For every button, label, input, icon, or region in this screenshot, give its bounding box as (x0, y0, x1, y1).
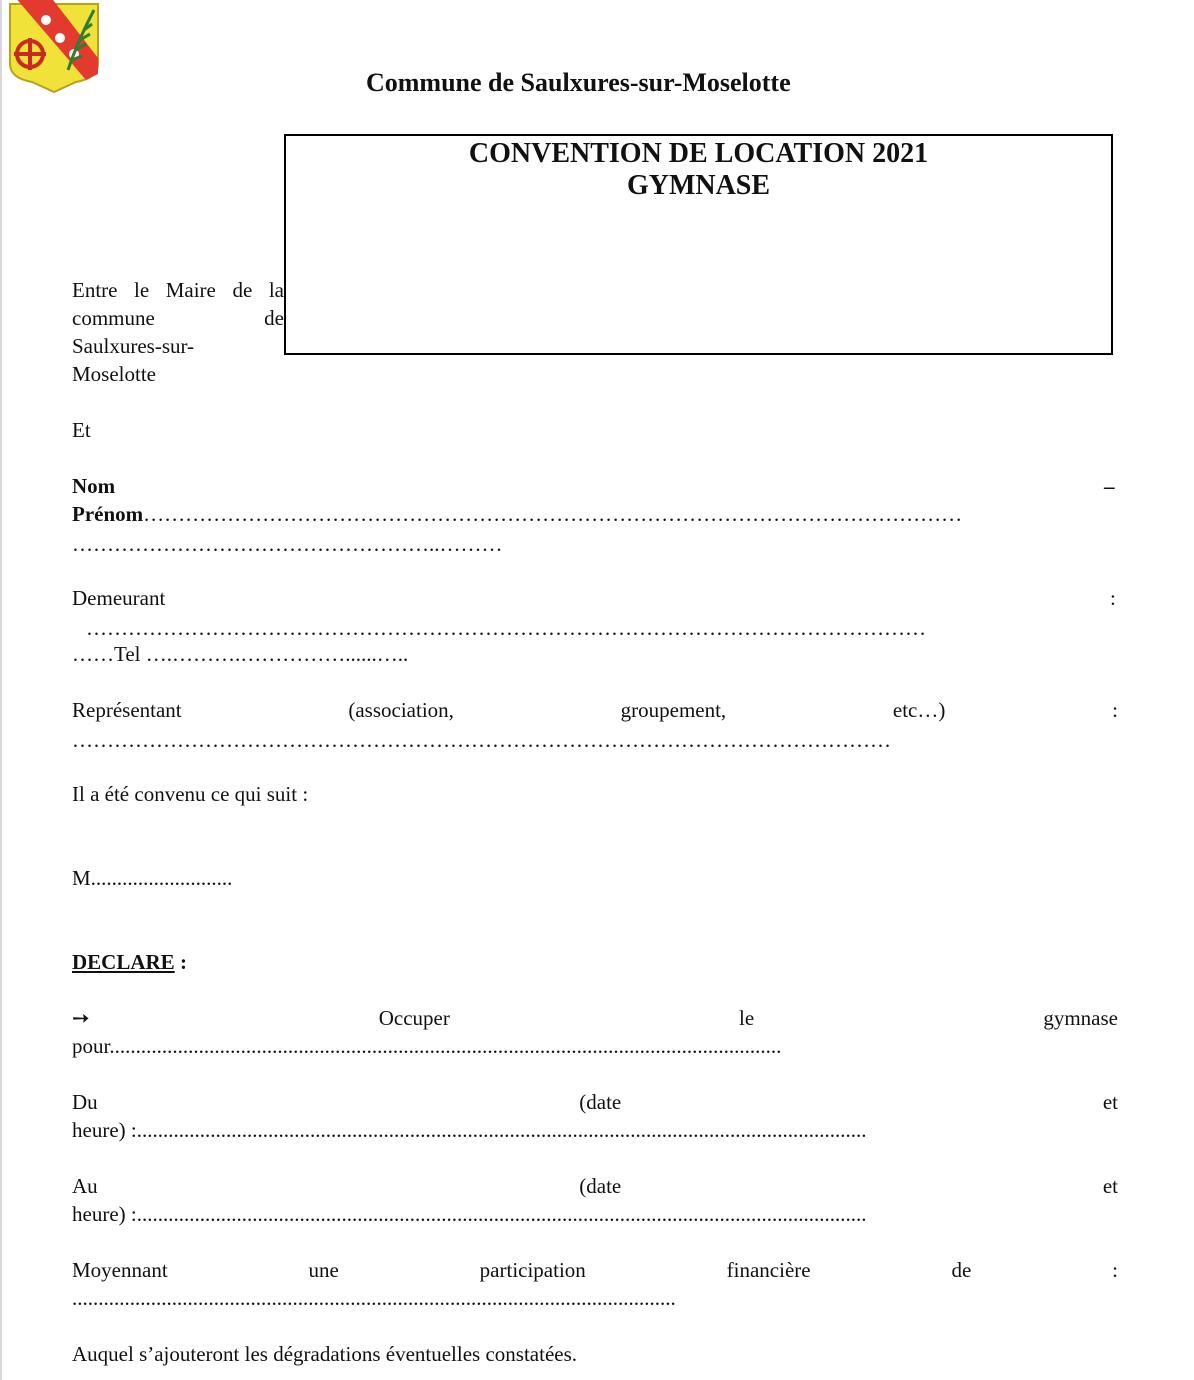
entre-word: la (268, 278, 284, 302)
entre-block (72, 276, 284, 388)
prenom-dots: ……………………………………………………………………………………………………… (143, 502, 963, 526)
occuper-word: Occuper (378, 1006, 450, 1030)
prenom-field[interactable] (72, 500, 962, 528)
entre-word: Maire (165, 278, 216, 302)
page-edge (0, 0, 2, 1380)
occuper-word: gymnase (1043, 1006, 1118, 1030)
prenom-label: Prénom (72, 502, 144, 526)
occuper-row (72, 1004, 1118, 1032)
moyennant-word: : (1112, 1258, 1118, 1282)
moyennant-row (72, 1256, 1118, 1284)
nom-label: Nom (72, 474, 116, 498)
representant-word: (association, (348, 698, 454, 722)
tel-line[interactable]: ……Tel ….……….……………......….. (72, 642, 409, 666)
entre-row (72, 304, 284, 332)
entre-line: Saulxures-sur- (72, 334, 195, 358)
entre-word: commune (72, 306, 155, 330)
arrow-icon: ➙ (72, 1006, 90, 1030)
convention-subtitle: GYMNASE (626, 170, 771, 201)
au-word: et (1102, 1174, 1118, 1198)
au-row (72, 1172, 1118, 1200)
nom-dash: – (1104, 474, 1115, 498)
du-word: (date (579, 1090, 622, 1114)
convenu-text: Il a été convenu ce qui suit : (72, 782, 309, 806)
du-row (72, 1088, 1118, 1116)
et-label: Et (72, 418, 91, 442)
pour-field[interactable]: pour................................................................................................................................ (72, 1034, 782, 1058)
representant-word: : (1112, 698, 1118, 722)
monsieur-field[interactable]: M........................... (72, 866, 233, 890)
entre-word: de (264, 306, 284, 330)
representant-dots[interactable]: ……………………………………………………………………………………………………… (72, 728, 891, 752)
du-word: et (1102, 1090, 1118, 1114)
auquel-text: Auquel s’ajouteront les dégradations éventuelles constatées. (72, 1342, 578, 1366)
entre-word: de (232, 278, 253, 302)
demeurant-label: Demeurant (72, 586, 166, 610)
demeurant-dots[interactable]: ………………………………………………………………………………………………………… (86, 616, 926, 640)
participation-field[interactable]: ................................................................................................................... (72, 1286, 676, 1310)
demeurant-colon: : (1110, 586, 1116, 610)
entre-word: le (134, 278, 150, 302)
convention-title: CONVENTION DE LOCATION 2021 (468, 138, 929, 169)
du-word: Du (72, 1090, 98, 1114)
entre-row (72, 276, 284, 304)
du-heure-field[interactable]: heure) :........................................................................................................................................... (72, 1118, 867, 1142)
representant-word: groupement, (620, 698, 727, 722)
representant-row (72, 696, 1118, 724)
declare-label: DECLARE (72, 950, 175, 974)
moyennant-word: Moyennant (72, 1258, 168, 1282)
representant-word: Représentant (72, 698, 182, 722)
entre-line: Moselotte (72, 362, 156, 386)
moyennant-word: de (951, 1258, 972, 1282)
representant-word: etc…) (892, 698, 946, 722)
moyennant-word: participation (479, 1258, 586, 1282)
entre-word: Entre (72, 278, 118, 302)
nom-dots-line2[interactable]: ……………………………………………..……… (72, 532, 503, 556)
au-word: (date (579, 1174, 622, 1198)
occuper-word: le (739, 1006, 755, 1030)
commune-title: Commune de Saulxures-sur-Moselotte (366, 68, 791, 97)
convention-title-box (284, 134, 1113, 355)
declare-heading (72, 948, 187, 976)
au-word: Au (72, 1174, 98, 1198)
coat-of-arms-icon (6, 0, 102, 94)
declare-colon: : (174, 950, 187, 974)
au-heure-field[interactable]: heure) :........................................................................................................................................... (72, 1202, 867, 1226)
moyennant-word: financière (726, 1258, 811, 1282)
moyennant-word: une (308, 1258, 339, 1282)
